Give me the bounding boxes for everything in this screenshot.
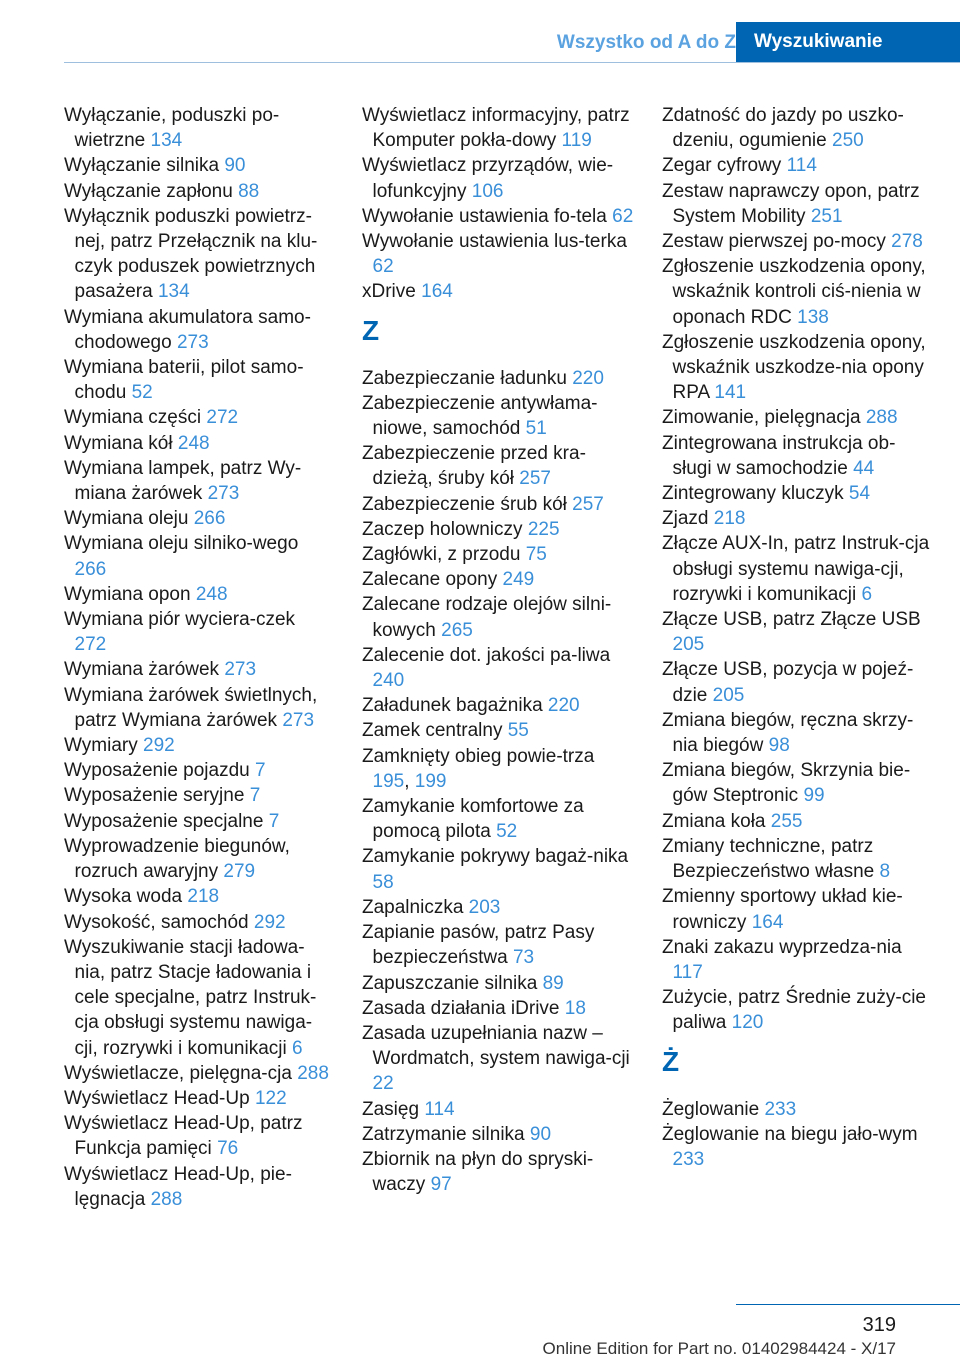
index-entry-text: Zestaw naprawczy opon, patrz System Mobility <box>662 180 920 227</box>
index-entry <box>64 582 332 607</box>
page-ref-link[interactable]: 90 <box>224 155 246 177</box>
index-entry <box>362 718 634 743</box>
index-entry-text: Wymiana oleju <box>64 508 189 530</box>
page-ref-link[interactable]: 120 <box>731 1012 764 1034</box>
page-ref-link[interactable]: 62 <box>372 256 394 278</box>
index-entry <box>662 809 934 834</box>
index-entry-text: Zaczep holowniczy <box>362 518 523 540</box>
index-entry <box>64 683 332 733</box>
index-entry <box>64 1086 332 1111</box>
page-ref-link[interactable]: 265 <box>441 619 473 641</box>
page-ref-link[interactable]: 6 <box>861 583 873 605</box>
index-entry-text: Zabezpieczenie śrub kół <box>362 493 567 515</box>
index-entry-text: Wymiana lampek, patrz Wy-miana żarówek <box>64 457 302 505</box>
page-ref-link[interactable]: 114 <box>424 1098 455 1120</box>
page-ref-link[interactable]: 288 <box>297 1062 329 1084</box>
index-entry <box>362 567 634 592</box>
page-ref-link[interactable]: 44 <box>853 457 875 479</box>
page-ref-link[interactable]: 220 <box>572 367 604 389</box>
page-ref-link[interactable]: 257 <box>572 493 604 515</box>
index-entry-text: Wyświetlacz Head-Up, pie-lęgnacja <box>64 1163 292 1210</box>
index-entry <box>362 103 634 153</box>
page-ref-link[interactable]: 273 <box>176 331 209 353</box>
index-entry <box>662 758 934 808</box>
section-letter: Z <box>362 314 380 346</box>
index-entry <box>662 506 934 531</box>
index-entry <box>662 531 934 607</box>
index-entry-text: Wywołanie ustawienia lus-terka <box>362 231 627 253</box>
index-entry <box>662 229 934 254</box>
index-entry-text: Zegar cyfrowy <box>662 155 782 177</box>
index-entry-text: Zabezpieczenie antywłama-niowe, samochód <box>362 392 598 440</box>
page-ref-link[interactable]: 195 <box>372 770 405 792</box>
index-entry <box>64 506 332 531</box>
index-entry <box>362 1147 634 1197</box>
index-entry-text: Złącze USB, patrz Złącze USB <box>662 609 921 631</box>
page-ref-link[interactable]: 55 <box>507 720 529 742</box>
index-entry-text: Wyświetlacz informacyjny, patrz Komputer pokła-dowy <box>362 105 630 152</box>
index-entry-text: xDrive <box>362 281 416 303</box>
index-entry <box>362 441 634 491</box>
index-entry-text: Wyłącznik poduszki powietrz-nej, patrz Przełącznik na klu-czyk poduszek powietrznych pasażera <box>64 205 318 303</box>
index-entry-text: Zabezpieczenie przed kra-dzieżą, śruby kół <box>362 443 586 490</box>
index-entry <box>362 971 634 996</box>
page-ref-link[interactable]: 203 <box>468 896 501 918</box>
page-ref-link[interactable]: 233 <box>672 1148 705 1170</box>
current-section-tab[interactable]: Wyszukiwanie <box>736 22 960 62</box>
page-ref-link[interactable]: 8 <box>879 861 891 883</box>
index-entry <box>64 355 332 405</box>
page-ref-link[interactable]: 73 <box>512 947 535 969</box>
page-ref-link[interactable]: 97 <box>430 1174 452 1196</box>
page-ref-link[interactable]: 279 <box>223 861 256 883</box>
header-rule <box>64 62 960 63</box>
index-entry <box>64 910 332 935</box>
index-entry <box>362 1097 634 1122</box>
index-entry-text: Wyłączanie, poduszki po-wietrzne <box>64 105 280 152</box>
index-entry <box>64 1162 332 1212</box>
index-entry-text: Zmiany techniczne, patrz Bezpieczeństwo własne <box>662 835 875 883</box>
index-entry-text: Zintegrowana instrukcja ob-sługi w samochodzie <box>662 432 896 479</box>
index-column-2 <box>362 103 634 1197</box>
page-ref-link[interactable]: 62 <box>612 205 634 227</box>
page-ref-link[interactable]: 288 <box>150 1188 183 1210</box>
page-ref-link[interactable]: 249 <box>502 569 535 591</box>
index-entry <box>662 254 934 330</box>
index-entry <box>64 809 332 834</box>
index-entry <box>362 1021 634 1097</box>
page-ref-link[interactable]: 7 <box>268 810 280 832</box>
page-ref-link[interactable]: 255 <box>770 810 803 832</box>
index-entry-text: Wyświetlacz Head-Up, patrz Funkcja pamięci <box>64 1113 303 1160</box>
page-ref-link[interactable]: 205 <box>672 634 705 656</box>
page-ref-link[interactable]: 75 <box>525 544 547 566</box>
index-entry <box>64 405 332 430</box>
index-entry <box>362 279 634 304</box>
index-entry-text: Wymiana oleju silniko-wego <box>64 533 299 555</box>
index-entry <box>362 996 634 1021</box>
index-entry-text: Zapalniczka <box>362 896 464 918</box>
index-entry <box>362 391 634 441</box>
index-entry <box>662 834 934 884</box>
index-entry-text: Wymiana opon <box>64 583 191 605</box>
page-ref-link[interactable]: 54 <box>848 483 871 505</box>
index-entry-text: Zalecane opony <box>362 569 498 591</box>
index-entry-text: Żeglowanie na biegu jało-wym <box>662 1123 918 1145</box>
index-entry-text: Zdatność do jazdy po uszko-dzeniu, ogumienie <box>662 105 904 152</box>
index-entry <box>64 657 332 682</box>
index-entry-text: Zamknięty obieg powie-trza <box>362 745 595 767</box>
index-entry <box>64 884 332 909</box>
index-entry <box>64 1061 332 1086</box>
index-entry-text: Zbiornik na płyn do spryski-waczy <box>362 1148 594 1196</box>
section-letter: Ż <box>662 1045 680 1077</box>
index-entry-text: Wymiana akumulatora samo-chodowego <box>64 306 311 353</box>
index-entry-text: Załadunek bagażnika <box>362 695 543 717</box>
index-entry <box>64 834 332 884</box>
index-entry <box>662 330 934 406</box>
index-entry <box>362 844 634 894</box>
page-ref-link[interactable]: 205 <box>712 684 745 706</box>
index-entry-text: Wyszukiwanie stacji ładowa-nia, patrz Stacje ładowania i cele specjalne, patrz Instruk-cja obsługi systemu nawiga-cji, rozrywki i komunikacji <box>64 936 317 1059</box>
page-ref-link[interactable]: 273 <box>224 659 257 681</box>
page-ref-link[interactable]: 251 <box>810 205 843 227</box>
page-ref-link[interactable]: 90 <box>529 1123 552 1145</box>
page-ref-link[interactable]: 98 <box>768 735 790 757</box>
page-ref-link[interactable]: 218 <box>713 508 746 530</box>
index-entry-text: Wysoka woda <box>64 886 183 908</box>
index-entry-text: Wyłączanie silnika <box>64 155 220 177</box>
index-entry <box>362 153 634 203</box>
index-entry <box>662 935 934 985</box>
index-entry-text: Wymiana baterii, pilot samo-chodu <box>64 357 304 404</box>
index-entry-text: Zatrzymanie silnika <box>362 1123 525 1145</box>
page-ref-link[interactable]: 22 <box>372 1073 394 1095</box>
page-ref-link[interactable]: 250 <box>832 130 864 152</box>
index-entry <box>64 783 332 808</box>
page-ref-link[interactable]: 248 <box>195 583 228 605</box>
index-entry-text: Zużycie, patrz Średnie zuży-cie paliwa <box>662 987 926 1034</box>
page-ref-link[interactable]: 164 <box>751 911 784 933</box>
index-entry-text: Złącze AUX-In, patrz Instruk-cja obsługi systemu nawiga-cji, rozrywki i komunikacji <box>662 533 930 605</box>
page-ref-link[interactable]: 141 <box>714 382 747 404</box>
page-ref-link[interactable]: 266 <box>193 508 226 530</box>
index-entry-text: Zalecane rodzaje olejów silni-kowych <box>362 594 612 641</box>
page-ref-link[interactable]: 240 <box>372 670 405 692</box>
index-entry <box>362 204 634 229</box>
index-entry <box>662 481 934 506</box>
index-entry <box>64 1111 332 1161</box>
index-entry-text: Zmiana biegów, Skrzynia bie-gów Steptronic <box>662 760 911 807</box>
page-ref-link[interactable]: 272 <box>74 634 107 656</box>
index-entry-text: Zmiana koła <box>662 810 766 832</box>
page-ref-link[interactable]: 52 <box>131 382 153 404</box>
page-ref-link[interactable]: 199 <box>414 770 447 792</box>
index-entry-text: Zapuszczanie silnika <box>362 972 538 994</box>
index-entry-text: Zabezpieczanie ładunku <box>362 367 567 389</box>
page-ref-link[interactable]: 52 <box>496 821 518 843</box>
index-entry <box>362 592 634 642</box>
index-entry <box>362 895 634 920</box>
page-ref-link[interactable]: 18 <box>564 997 586 1019</box>
page-ref-link[interactable]: 51 <box>525 418 547 440</box>
index-column-1 <box>64 103 332 1212</box>
index-entry-text: Wyświetlacz przyrządów, wie-lofunkcyjny <box>362 155 614 202</box>
index-entry <box>362 517 634 542</box>
page-ref-link[interactable]: 114 <box>786 155 817 177</box>
index-entry <box>362 366 634 391</box>
page-ref-link[interactable]: 138 <box>797 306 829 328</box>
page-ref-link[interactable]: 273 <box>207 483 240 505</box>
index-entry: Zamknięty obieg powie-trza 195, 199 <box>362 745 595 792</box>
index-entry-text: Wymiana części <box>64 407 202 429</box>
page-ref-link[interactable]: 225 <box>527 518 560 540</box>
page-ref-link[interactable]: 58 <box>372 871 394 893</box>
index-entry <box>662 103 934 153</box>
page-ref-link[interactable]: 292 <box>253 911 286 933</box>
index-entry-text: Zmiana biegów, ręczna skrzy-nia biegów <box>662 709 914 757</box>
index-entry <box>662 985 934 1035</box>
index-entry-text: Zalecenie dot. jakości pa-liwa <box>362 644 611 666</box>
page-ref-link[interactable]: 218 <box>187 886 220 908</box>
index-entry <box>64 935 332 1061</box>
page-ref-link[interactable]: 7 <box>255 760 266 782</box>
index-entry-text: Wysokość, samochód <box>64 911 249 933</box>
page-ref-link[interactable]: 278 <box>891 231 923 253</box>
page-ref-link[interactable]: 6 <box>291 1037 303 1059</box>
index-entry-text: Wymiana kół <box>64 432 173 454</box>
page-ref-link[interactable]: 233 <box>764 1098 797 1120</box>
index-entry <box>662 708 934 758</box>
index-entry <box>362 693 634 718</box>
index-entry-text: Znaki zakazu wyprzedza-nia <box>662 936 902 958</box>
index-entry-text: Wymiana żarówek świetlnych, patrz Wymiana żarówek <box>64 684 318 731</box>
index-entry <box>662 153 934 178</box>
index-entry <box>64 456 332 506</box>
index-entry-text: Wywołanie ustawienia fo-tela <box>362 205 607 227</box>
page-ref-link[interactable]: 257 <box>519 468 551 490</box>
index-entry-text: Wymiana żarówek <box>64 659 220 681</box>
page-ref-link[interactable]: 288 <box>865 407 898 429</box>
index-entry <box>64 305 332 355</box>
index-entry <box>64 179 332 204</box>
page-ref-link[interactable]: 273 <box>282 709 315 731</box>
index-column-3 <box>662 103 934 1172</box>
index-entry <box>362 542 634 567</box>
index-entry-text: Zasada uzupełniania nazw – Wordmatch, system nawiga-cji <box>362 1022 630 1070</box>
index-entry <box>64 531 332 581</box>
index-entry <box>662 657 934 707</box>
page-ref-link[interactable]: 106 <box>471 180 504 202</box>
index-entry-text: Wyposażenie pojazdu <box>64 760 250 782</box>
index-entry-text: Wyposażenie seryjne <box>64 785 245 807</box>
index-entry-text: Zgłoszenie uszkodzenia opony, wskaźnik uszkodze-nia opony RPA <box>662 331 926 404</box>
index-entry <box>64 153 332 178</box>
index-entry-text: Zgłoszenie uszkodzenia opony, wskaźnik kontroli ciś-nienia w oponach RDC <box>662 256 926 328</box>
page-ref-link[interactable]: 266 <box>74 558 107 580</box>
page-ref-link[interactable]: 76 <box>217 1138 239 1160</box>
index-entry-text: Zasięg <box>362 1098 420 1120</box>
page-ref-link[interactable]: 7 <box>249 785 261 807</box>
index-entry-text: Zamykanie pokrywy bagaż-nika <box>362 846 629 868</box>
index-entry <box>64 431 332 456</box>
index-entry-text: Wymiary <box>64 735 138 757</box>
index-entry <box>362 492 634 517</box>
section-tab[interactable]: Wszystko od A do Z <box>556 32 736 53</box>
page-ref-link[interactable]: 134 <box>157 281 190 303</box>
index-entry-text: Zagłówki, z przodu <box>362 544 521 566</box>
page-ref-link[interactable]: 88 <box>238 180 260 202</box>
page-ref-link[interactable]: 134 <box>150 130 183 152</box>
index-entry <box>362 920 634 970</box>
index-entry-text: Wyświetlacz Head-Up <box>64 1087 250 1109</box>
index-entry <box>362 643 634 693</box>
index-entry <box>64 103 332 153</box>
index-entry <box>662 179 934 229</box>
page-ref-link[interactable]: 248 <box>177 432 210 454</box>
index-entry-text: Wyprowadzenie biegunów, rozruch awaryjny <box>64 835 290 883</box>
page-ref-link[interactable]: 164 <box>421 281 453 303</box>
index-entry-text: Zapianie pasów, patrz Pasy bezpieczeństwa <box>362 922 595 969</box>
page-ref-link[interactable]: 89 <box>542 972 564 994</box>
index-entry-text: Zasada działania iDrive <box>362 997 560 1019</box>
index-entry-text: Żeglowanie <box>662 1098 760 1120</box>
index-entry-text: Wyświetlacze, pielęgna-cja <box>64 1062 292 1084</box>
page-ref-link[interactable]: 122 <box>254 1087 287 1109</box>
index-entry <box>662 405 934 430</box>
page-ref-link[interactable]: 272 <box>206 407 239 429</box>
index-entry-text: Wymiana piór wyciera-czek <box>64 609 296 631</box>
edition-note: Online Edition for Part no. 01402984424 - X/17 <box>542 1339 896 1358</box>
index-entry-text: Zimowanie, pielęgnacja <box>662 407 861 429</box>
page-ref-link[interactable]: 119 <box>561 130 592 152</box>
index-entry <box>662 431 934 481</box>
index-entry <box>362 229 634 279</box>
index-entry <box>662 607 934 657</box>
index-entry-text: Zintegrowany kluczyk <box>662 483 844 505</box>
page-number: 319 <box>862 1314 896 1336</box>
index-entry-text: Wyposażenie specjalne <box>64 810 264 832</box>
index-entry-text: Wyłączanie zapłonu <box>64 180 233 202</box>
index-entry <box>662 884 934 934</box>
index-entry <box>362 1122 634 1147</box>
page-ref-link[interactable]: 220 <box>547 695 580 717</box>
index-entry <box>64 733 332 758</box>
page-ref-link[interactable]: 99 <box>803 785 825 807</box>
page-ref-link[interactable]: 117 <box>672 961 703 983</box>
index-entry-text: Złącze USB, pozycja w pojeź-dzie <box>662 659 914 706</box>
index-entry-text: Zestaw pierwszej po-mocy <box>662 231 886 253</box>
index-entry-text: Zamykanie komfortowe za pomocą pilota <box>362 796 584 843</box>
index-entry <box>64 758 332 783</box>
index-entry <box>362 794 634 844</box>
index-entry-text: Zjazd <box>662 508 709 530</box>
page-ref-link[interactable]: 292 <box>143 735 175 757</box>
index-entry <box>64 204 332 305</box>
index-entry-text: Zamek centralny <box>362 720 503 742</box>
index-entry <box>662 1097 934 1122</box>
footer-rule <box>736 1304 960 1305</box>
index-entry-text: Zmienny sportowy układ kie-rowniczy <box>662 886 903 933</box>
index-entry <box>662 1122 934 1172</box>
index-entry <box>64 607 332 657</box>
